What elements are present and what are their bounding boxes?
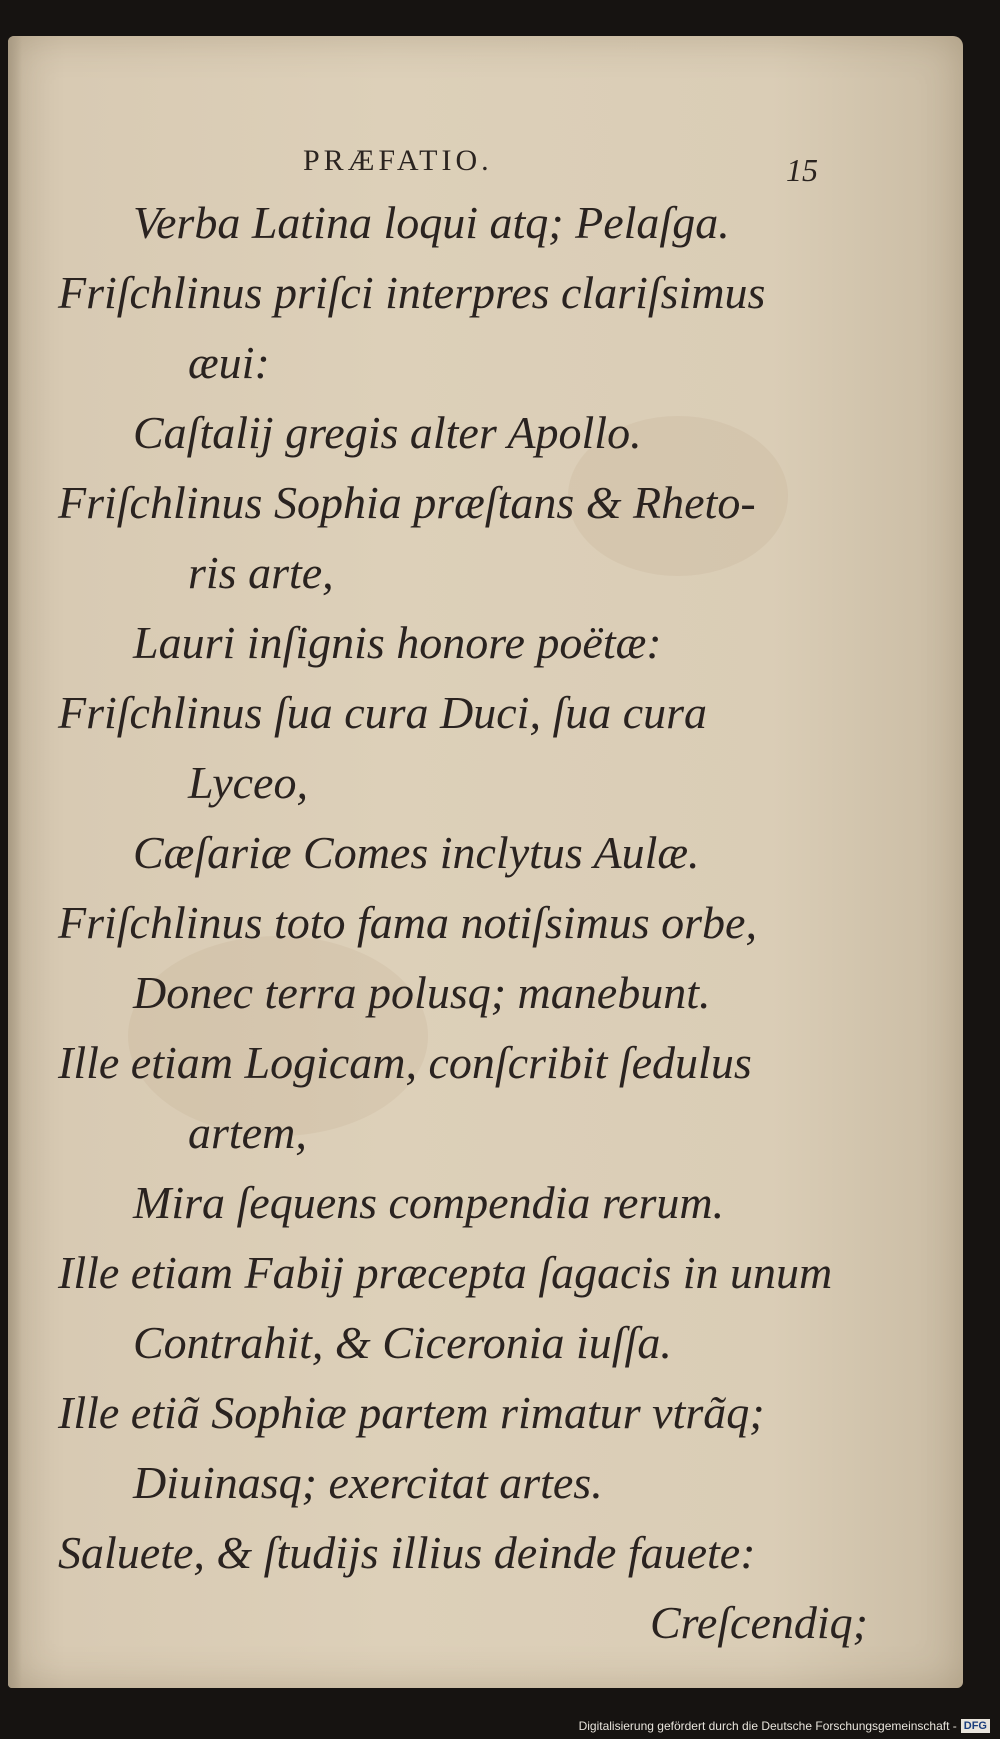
verse-line: Friſchlinus Sophia præſtans & Rheto- <box>58 477 756 528</box>
verse-line: Friſchlinus priſci interpres clariſsimus <box>58 267 766 318</box>
page-header <box>8 144 963 188</box>
verse-line: Verba Latina loqui atq; Pelaſga. <box>133 197 730 248</box>
digitization-credit <box>579 1717 990 1735</box>
verse-line: Friſchlinus toto fama notiſsimus orbe, <box>58 897 757 948</box>
running-title: PRÆFATIO. <box>303 144 493 177</box>
verse-line: ris arte, <box>188 547 334 598</box>
verse-line: Cæſariæ Comes inclytus Aulæ. <box>133 827 700 878</box>
verse-line: æui: <box>188 337 270 388</box>
page-number: 15 <box>786 152 818 188</box>
verse-line: Saluete, & ſtudijs illius deinde fauete: <box>58 1527 756 1578</box>
verse-line: Contrahit, & Ciceronia iuſſa. <box>133 1317 672 1368</box>
credit-text: Digitalisierung gefördert durch die Deutsche Forschungsgemeinschaft - <box>578 1719 957 1733</box>
verse-line: Mira ſequens compendia rerum. <box>133 1177 725 1228</box>
verse-line: artem, <box>188 1107 307 1158</box>
dfg-logo: DFG <box>961 1719 990 1733</box>
verse-text <box>58 188 888 1658</box>
verse-line: Donec terra polusq; manebunt. <box>133 967 711 1018</box>
verse-line: Diuinasq; exercitat artes. <box>133 1457 603 1508</box>
verse-line: Caſtalij gregis alter Apollo. <box>133 407 642 458</box>
verse-line: Friſchlinus ſua cura Duci, ſua cura <box>58 687 708 738</box>
page-edge-shadow <box>8 36 22 1688</box>
catchword: Creſcendiq; <box>649 1597 868 1648</box>
verse-line: Lyceo, <box>188 757 308 808</box>
verse-line: Lauri inſignis honore poëtæ: <box>133 617 662 668</box>
verse-line: Ille etiam Logicam, conſcribit ſedulus <box>58 1037 752 1088</box>
book-page <box>8 36 963 1688</box>
verse-line: Ille etiam Fabij præcepta ſagacis in unum <box>58 1247 833 1298</box>
verse-line: Ille etiã Sophiæ partem rimatur vtrãq; <box>58 1387 765 1438</box>
